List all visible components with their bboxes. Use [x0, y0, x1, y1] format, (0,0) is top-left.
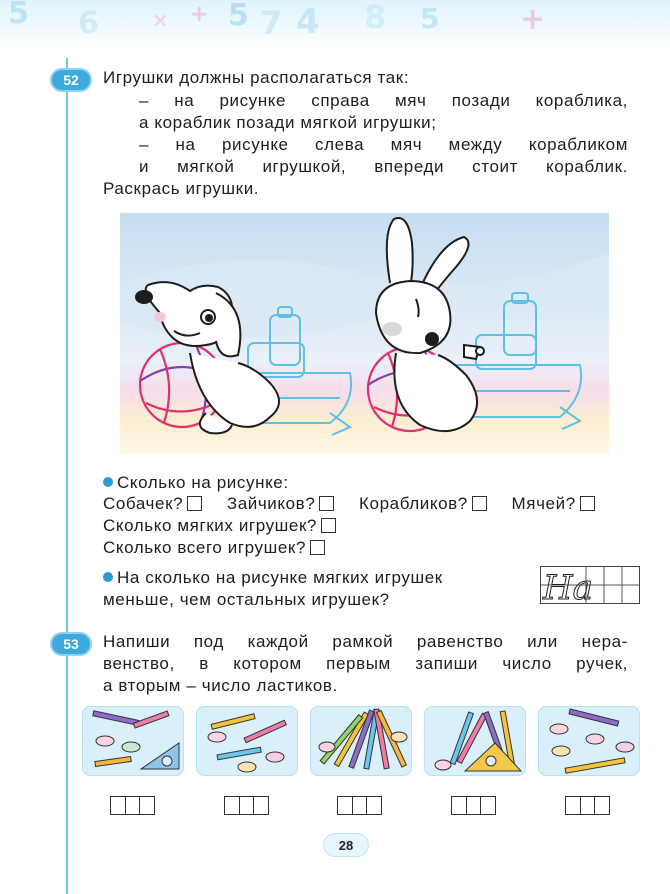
task-text-line: Игрушки должны располагаться так: [103, 68, 410, 87]
margin-line [66, 58, 68, 894]
answer-box[interactable] [472, 496, 487, 511]
coloring-picture[interactable] [120, 213, 609, 454]
header-decoration [0, 0, 670, 48]
task-text-line: Напиши под каждой рамкой равенство или нера- [103, 632, 628, 651]
pens-erasers-card-2 [196, 706, 298, 776]
task-text-line: а вторым – число ластиков. [103, 676, 338, 695]
answer-box[interactable] [187, 496, 202, 511]
pens-erasers-card-4 [424, 706, 526, 776]
decor-digit: 5 [8, 0, 29, 31]
pens-erasers-card-5 [538, 706, 640, 776]
task-text-line: а кораблик позади мягкой игрушки; [139, 113, 437, 132]
question-title: Сколько на рисунке: [103, 472, 289, 494]
answer-box[interactable] [310, 540, 325, 555]
task-number-badge: 52 [50, 68, 92, 92]
pens-erasers-card-3 [310, 706, 412, 776]
question-row-counts: Собачек? Зайчиков? Корабликов? Мячей? [103, 493, 595, 515]
pens-erasers-card-1 [82, 706, 184, 776]
question-soft-toys: Сколько мягких игрушек? [103, 515, 336, 537]
question-difference: На сколько на рисунке мягких игрушек [103, 567, 521, 589]
answer-cells-1[interactable] [110, 796, 154, 815]
answer-cells-3[interactable] [337, 796, 381, 815]
answer-cells-4[interactable] [451, 796, 495, 815]
bullet-icon [103, 572, 113, 582]
answer-box[interactable] [319, 496, 334, 511]
bullet-icon [103, 477, 113, 487]
decor-digit: 4 [296, 2, 320, 42]
task-text-line: венство, в котором первым запиши число ручек, [103, 654, 628, 673]
answer-cells-2[interactable] [224, 796, 268, 815]
task-text-line: – на рисунке слева мяч между корабликом [139, 135, 628, 154]
task-text-line: и мягкой игрушкой, впереди стоит кораблик. [139, 157, 628, 176]
decor-plus: + [520, 2, 546, 37]
answer-grid[interactable] [540, 566, 640, 604]
answer-box[interactable] [321, 518, 336, 533]
question-total: Сколько всего игрушек? [103, 537, 325, 559]
decor-digit: 5 [228, 0, 249, 33]
decor-plus: + [190, 2, 209, 27]
question-difference-line2: меньше, чем остальных игрушек? [103, 590, 390, 609]
answer-box[interactable] [580, 496, 595, 511]
page-number: 28 [323, 833, 369, 857]
decor-digit: 6 [78, 6, 99, 41]
task-text-line: – на рисунке справа мяч позади кораблика, [139, 91, 628, 110]
decor-digit: 8 [364, 0, 387, 36]
handwritten-answer: На [543, 568, 593, 604]
decor-digit: 7 [260, 4, 283, 42]
decor-digit: 5 [420, 2, 440, 35]
task-number-badge: 53 [50, 632, 92, 656]
answer-cells-5[interactable] [565, 796, 609, 815]
decor-times: × [152, 8, 169, 32]
task-text-line: Раскрась игрушки. [103, 179, 260, 198]
